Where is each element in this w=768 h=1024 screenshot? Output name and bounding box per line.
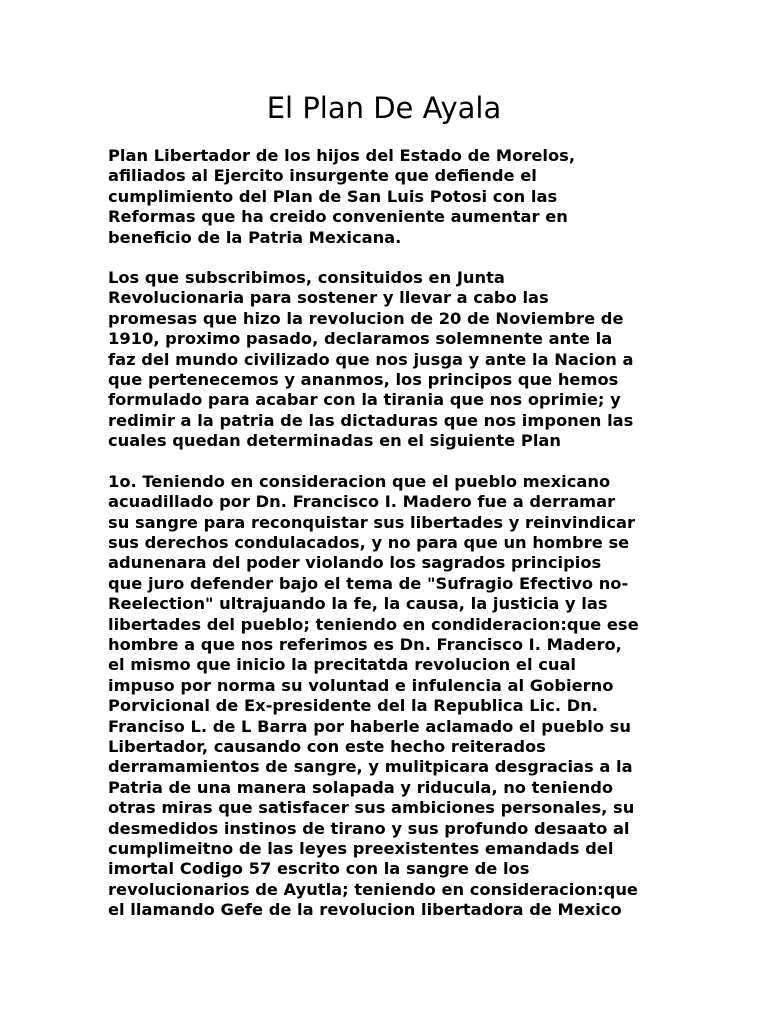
text-line: 1o. Teniendo en consideracion que el pueblo mexicano: [108, 471, 611, 491]
text-line: acuadillado por Dn. Francisco I. Madero fue a derramar: [108, 492, 616, 512]
text-line: 1910, proximo pasado, declaramos solemnente ante la: [108, 329, 613, 349]
text-line: beneficio de la Patria Mexicana.: [108, 227, 402, 247]
text-line: faz del mundo civilizado que nos jusga y ante la Nacion a: [108, 349, 634, 369]
text-line: cuales quedan determinadas en el siguiente Plan: [108, 431, 561, 451]
text-line: Revolucionaria para sostener y llevar a cabo las: [108, 288, 549, 308]
text-line: Libertador, causando con este hecho reiterados: [108, 736, 546, 756]
text-line: promesas que hizo la revolucion de 20 de Noviembre de: [108, 308, 624, 328]
text-line: derramamientos de sangre, y mulitpicara desgracias a la: [108, 757, 633, 777]
text-line: el mismo que inicio la precitatda revolucion el cual: [108, 655, 577, 675]
text-line: Plan Libertador de los hijos del Estado de Morelos,: [108, 146, 576, 165]
text-line: Reelection" ultrajuando la fe, la causa, la justicia y las: [108, 594, 608, 614]
text-line: sus derechos condulacados, y no para que un hombre se: [108, 532, 630, 552]
text-line: el llamando Gefe de la revolucion libertadora de Mexico: [108, 900, 622, 920]
text-line: Los que subscribimos, consituidos en Junta: [108, 268, 505, 288]
text-line: hombre a que nos referimos es Dn. Francisco I. Madero,: [108, 634, 622, 654]
document-body: [108, 146, 668, 941]
text-line: que juro defender bajo el tema de "Sufragio Efectivo no-: [108, 573, 629, 593]
paragraph-article-1: [108, 472, 668, 921]
text-line: imortal Codigo 57 escrito con la sangre de los: [108, 859, 530, 879]
paragraph-preamble: [108, 268, 668, 452]
text-line: otras miras que satisfacer sus ambiciones personales, su: [108, 798, 635, 818]
text-line: impuso por norma su voluntad e infulencia al Gobierno: [108, 675, 614, 695]
text-line: que pertenecemos y ananmos, los principos que hemos: [108, 370, 619, 390]
text-line: su sangre para reconquistar sus libertades y reinvindicar: [108, 512, 635, 532]
text-line: Porvicional de Ex-presidente del la Republica Lic. Dn.: [108, 696, 598, 716]
text-line: cumplimiento del Plan de San Luis Potosi con las: [108, 186, 558, 206]
paragraph-intro: [108, 146, 668, 248]
text-line: revolucionarios de Ayutla; teniendo en consideracion:que: [108, 879, 638, 899]
text-line: Patria de una manera solapada y riducula, no teniendo: [108, 777, 614, 797]
document-title: El Plan De Ayala: [266, 91, 502, 125]
text-line: Franciso L. de L Barra por haberle aclamado el pueblo su: [108, 716, 631, 736]
text-line: redimir a la patria de las dictaduras que nos imponen las: [108, 410, 634, 430]
text-line: formulado para acabar con la tirania que nos oprimie; y: [108, 390, 621, 410]
text-line: libertades del pueblo; teniendo en condideracion:que ese: [108, 614, 639, 634]
text-line: afiliados al Ejercito insurgente que defiende el: [108, 166, 537, 186]
text-line: desmedidos instinos de tirano y sus profundo desaato al: [108, 818, 630, 838]
text-line: adunenara del poder violando los sagrados principios: [108, 553, 602, 573]
text-line: cumplimeitno de las leyes preexistentes emandads del: [108, 839, 614, 858]
text-line: Reformas que ha creido conveniente aumentar en: [108, 207, 568, 227]
